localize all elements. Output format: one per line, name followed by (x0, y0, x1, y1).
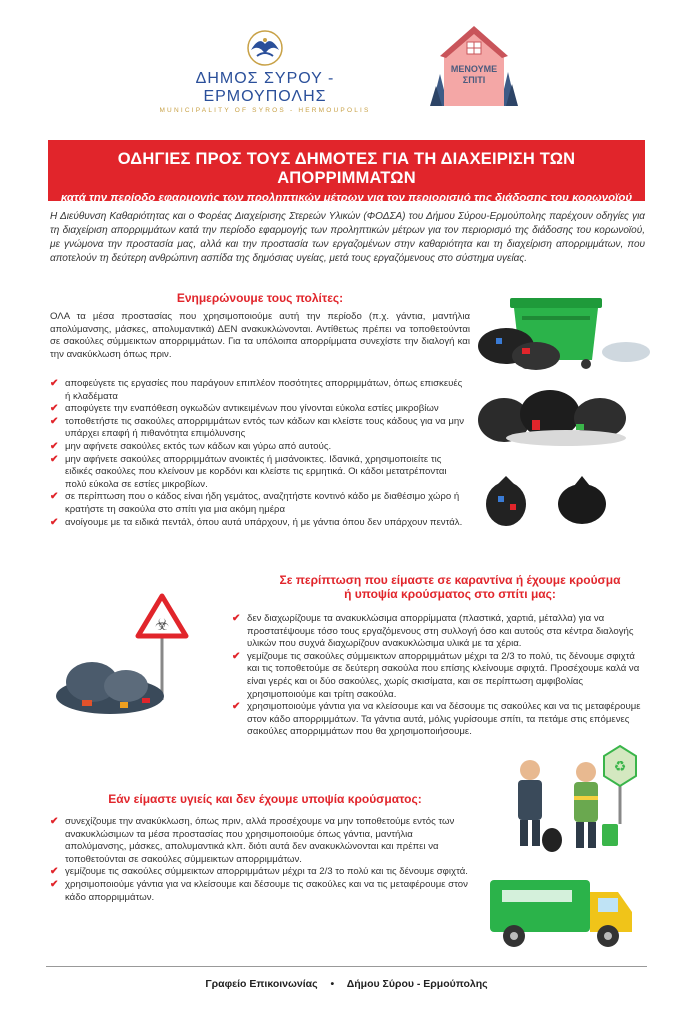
title-banner (48, 140, 645, 204)
section2-title: Σε περίπτωση που είμαστε σε καραντίνα ή έχουμε κρούσμα ή υποψία κρούσματος στο σπίτι μας: (279, 573, 621, 601)
list-item: ✔ ανοίγουμε με τα ειδικά πεντάλ, όπου αυτά υπάρχουν, ή με γάντια όπου δεν υπάρχουν πεντάλ. (50, 516, 463, 528)
list-item: ✔ δεν διαχωρίζουμε τα ανακυκλώσιμα απορρίμματα (πλαστικά, χαρτιά, μέταλλα) για να προστατέψουμε τόσο τους εργαζόμενους στη συλλογή όσο και αυτούς στα κέντρα διαλογής υλικών που συχνά διαχωρίζουν ανακυκλώσιμα υλικά με τα χέρια. (232, 613, 634, 650)
svg-text:♻: ♻ (613, 759, 627, 775)
footer (46, 978, 647, 990)
check-icon: ✔ (50, 378, 59, 389)
list-item: ✔ τοποθετήστε τις σακούλες απορριμμάτων εντός των κάδων και κλείστε τους κάδους για να μην υπάρχει επαφή ή πιθανότητα επιμόλυνσης (50, 415, 465, 440)
footer-separator: • (330, 978, 335, 990)
section2-list (232, 613, 642, 739)
check-icon: ✔ (50, 415, 59, 427)
list-item: ✔ χρησιμοποιούμε γάντια για να κλείσουμε και δέσουμε τις σακούλες και να τις μεταφέρουμε στον κάδο απορριμμάτων. (50, 878, 468, 903)
list-item: ✔ γεμίζουμε τις σακούλες σύμμεικτων απορριμμάτων μέχρι τα 2/3 το πολύ και τις δένουμε σφιχτά. (50, 866, 468, 878)
municipality-logo (150, 28, 380, 113)
list-item: ✔ χρησιμοποιούμε γάντια για να κλείσουμε και να δέσουμε τις σακούλες και να τις μεταφέρουμε στον κάδο απορριμμάτων. Τα γάντια αυτά, μόλις γυρίσουμε σπίτι, τα πετάμε στις επόμενες σακούλες απορριμμάτων που θα χρησιμοποιήσουμε. (232, 701, 641, 738)
section1-list (50, 378, 468, 529)
workers-truck-illustration (490, 740, 640, 960)
trash-pile-icon (478, 390, 626, 446)
check-icon: ✔ (232, 613, 241, 624)
section1-paragraph: ΟΛΑ τα μέσα προστασίας που χρησιμοποιούμε αυτή την περίοδο (π.χ. γάντια, μαντήλια απολύμανσης, μάσκες, απολυμαντικά) ΔΕΝ ανακυκλώνονται. Αντίθετως πρέπει να τοποθετούνται σε σακούλες σύμμεικτων απορριμμάτων. Για τα υπόλοιπα απορρίμματα συνεχίστε την διαλογή και την ανακύκλωση όπως πριν. (50, 311, 470, 360)
section3-title: Εάν είμαστε υγιείς και δεν έχουμε υποψία κρούσματος: (108, 792, 422, 806)
garbage-bins-illustration (476, 290, 656, 540)
check-icon: ✔ (50, 491, 59, 503)
footer-municipality: Δήμου Σύρου - Ερμούπολης (346, 978, 488, 990)
list-item: ✔ συνεχίζουμε την ανακύκλωση, όπως πριν, αλλά προσέχουμε να μην τοποθετούμε εντός των ανακυκλώσιμων τα μέσα προστασίας που χρησιμοποιούμε όπως γάντια, μαντήλια απολύμανσης, μάσκες, απολυμαντικά κλπ. διότι αυτά δεν ανακυκλώνονται και πρέπει να τοποθετούνται σε σακούλες σύμμεικτων απορριμμάτων. (50, 816, 455, 865)
footer-divider (46, 966, 647, 967)
footer-office: Γραφείο Επικοινωνίας (205, 978, 318, 990)
svg-text:☣: ☣ (154, 615, 170, 634)
stay-home-logo (428, 22, 520, 112)
municipality-subtitle: MUNICIPALITY OF SYROS - HERMOUPOLIS (159, 107, 371, 114)
check-icon: ✔ (50, 516, 59, 528)
check-icon: ✔ (50, 866, 59, 878)
list-item: ✔ γεμίζουμε τις σακούλες σύμμεικτων απορριμμάτων μέχρι τα 2/3 το πολύ, τις δένουμε σφιχτά και τις τοποθετούμε σε δεύτερη σακούλα που επίσης κλείνουμε σφιχτά. Προσέχουμε καλά να είναι γερές και οι δύο σακούλες, χωρίς σκισίματα, και σε περίπτωση αμφιβολίας χρησιμοποιούμε και τρίτη σακούλα. (232, 650, 640, 700)
check-icon: ✔ (50, 440, 59, 452)
check-icon: ✔ (50, 403, 59, 415)
trash-heap-icon (56, 662, 164, 714)
recycle-sign-icon (604, 746, 636, 824)
tied-bags-icon (486, 476, 606, 526)
municipality-name: ΔΗΜΟΣ ΣΥΡΟΥ - ΕΡΜΟΥΠΟΛΗΣ (195, 70, 335, 105)
quarantine-waste-illustration (52, 590, 202, 720)
list-item: ✔ αποφεύγετε τις εργασίες που παράγουν επιπλέον ποσότητες απορριμμάτων, όπως επισκευές ή κλαδέματα (50, 378, 463, 402)
check-icon: ✔ (50, 816, 59, 827)
list-item: ✔ μην αφήνετε σακούλες εκτός των κάδων και γύρω από αυτούς. (50, 440, 332, 452)
page-title: ΟΔΗΓΙΕΣ ΠΡΟΣ ΤΟΥΣ ΔΗΜΟΤΕΣ ΓΙΑ ΤΗ ΔΙΑΧΕΙΡΙΣΗ ΤΩΝ ΑΠΟΡΡΙΜΜΑΤΩΝ (117, 150, 576, 187)
stay-home-text: ΜΕΝΟΥΜΕ ΣΠΙΤΙ (450, 64, 498, 85)
check-icon: ✔ (50, 453, 59, 465)
section3-list (50, 816, 475, 904)
municipality-emblem-icon (243, 28, 287, 68)
check-icon: ✔ (50, 878, 59, 890)
page-subtitle: κατά την περίοδο εφαρμογής των προληπτικών μέτρων για τον περιορισμό της διάδοσης του κορωνοϊού (60, 192, 633, 204)
list-item: ✔ αποφύγετε την εναπόθεση ογκωδών αντικειμένων που γίνονται εύκολα εστίες μικροβίων (50, 403, 439, 415)
list-item: ✔ σε περίπτωση που ο κάδος είναι ήδη γεμάτος, αναζητήστε κοντινό κάδο με διαθέσιμο χώρο ή κρατήστε τη σακούλα στο σπίτι για μια ακόμη ημέρα (50, 491, 460, 515)
garbage-truck-icon (490, 880, 632, 947)
intro-paragraph: Η Διεύθυνση Καθαριότητας και ο Φορέας Διαχείρισης Στερεών Υλικών (ΦΟΔΣΑ) του Δήμου Σύρου-Ερμούπολης παρέχουν οδηγίες για τη διαχείριση απορριμμάτων κατά την περίοδο εφαρμογής των προληπτικών μέτρων για τον περιορισμό της διάδοσης του κορωνοϊού, με γνώμονα την προστασία μας, αλλά και την προστασία των εργαζομένων στην καθαριότητα και τη διαχείριση απορριμμάτων, που αποτελούν τη δεύτερη ανθρώπινη ασπίδα της δημόσιας υγείας, μετά τους εργαζόμενους στο σύστημα υγείας. (50, 211, 645, 264)
list-item: ✔ μην αφήνετε σακούλες απορριμμάτων ανοικτές ή μισάνοικτες. Ιδανικά, χρησιμοποιείτε τις ειδικές σακούλες που κλείνουν με κορδόνι και κλείστε τις ερμητικά. Οι κάδοι μετατρέπονται πολύ εύκολα σε εστίες μικροβίων. (50, 453, 447, 490)
check-icon: ✔ (232, 701, 241, 713)
check-icon: ✔ (232, 650, 241, 662)
section1-title: Ενημερώνουμε τους πολίτες: (176, 291, 344, 305)
